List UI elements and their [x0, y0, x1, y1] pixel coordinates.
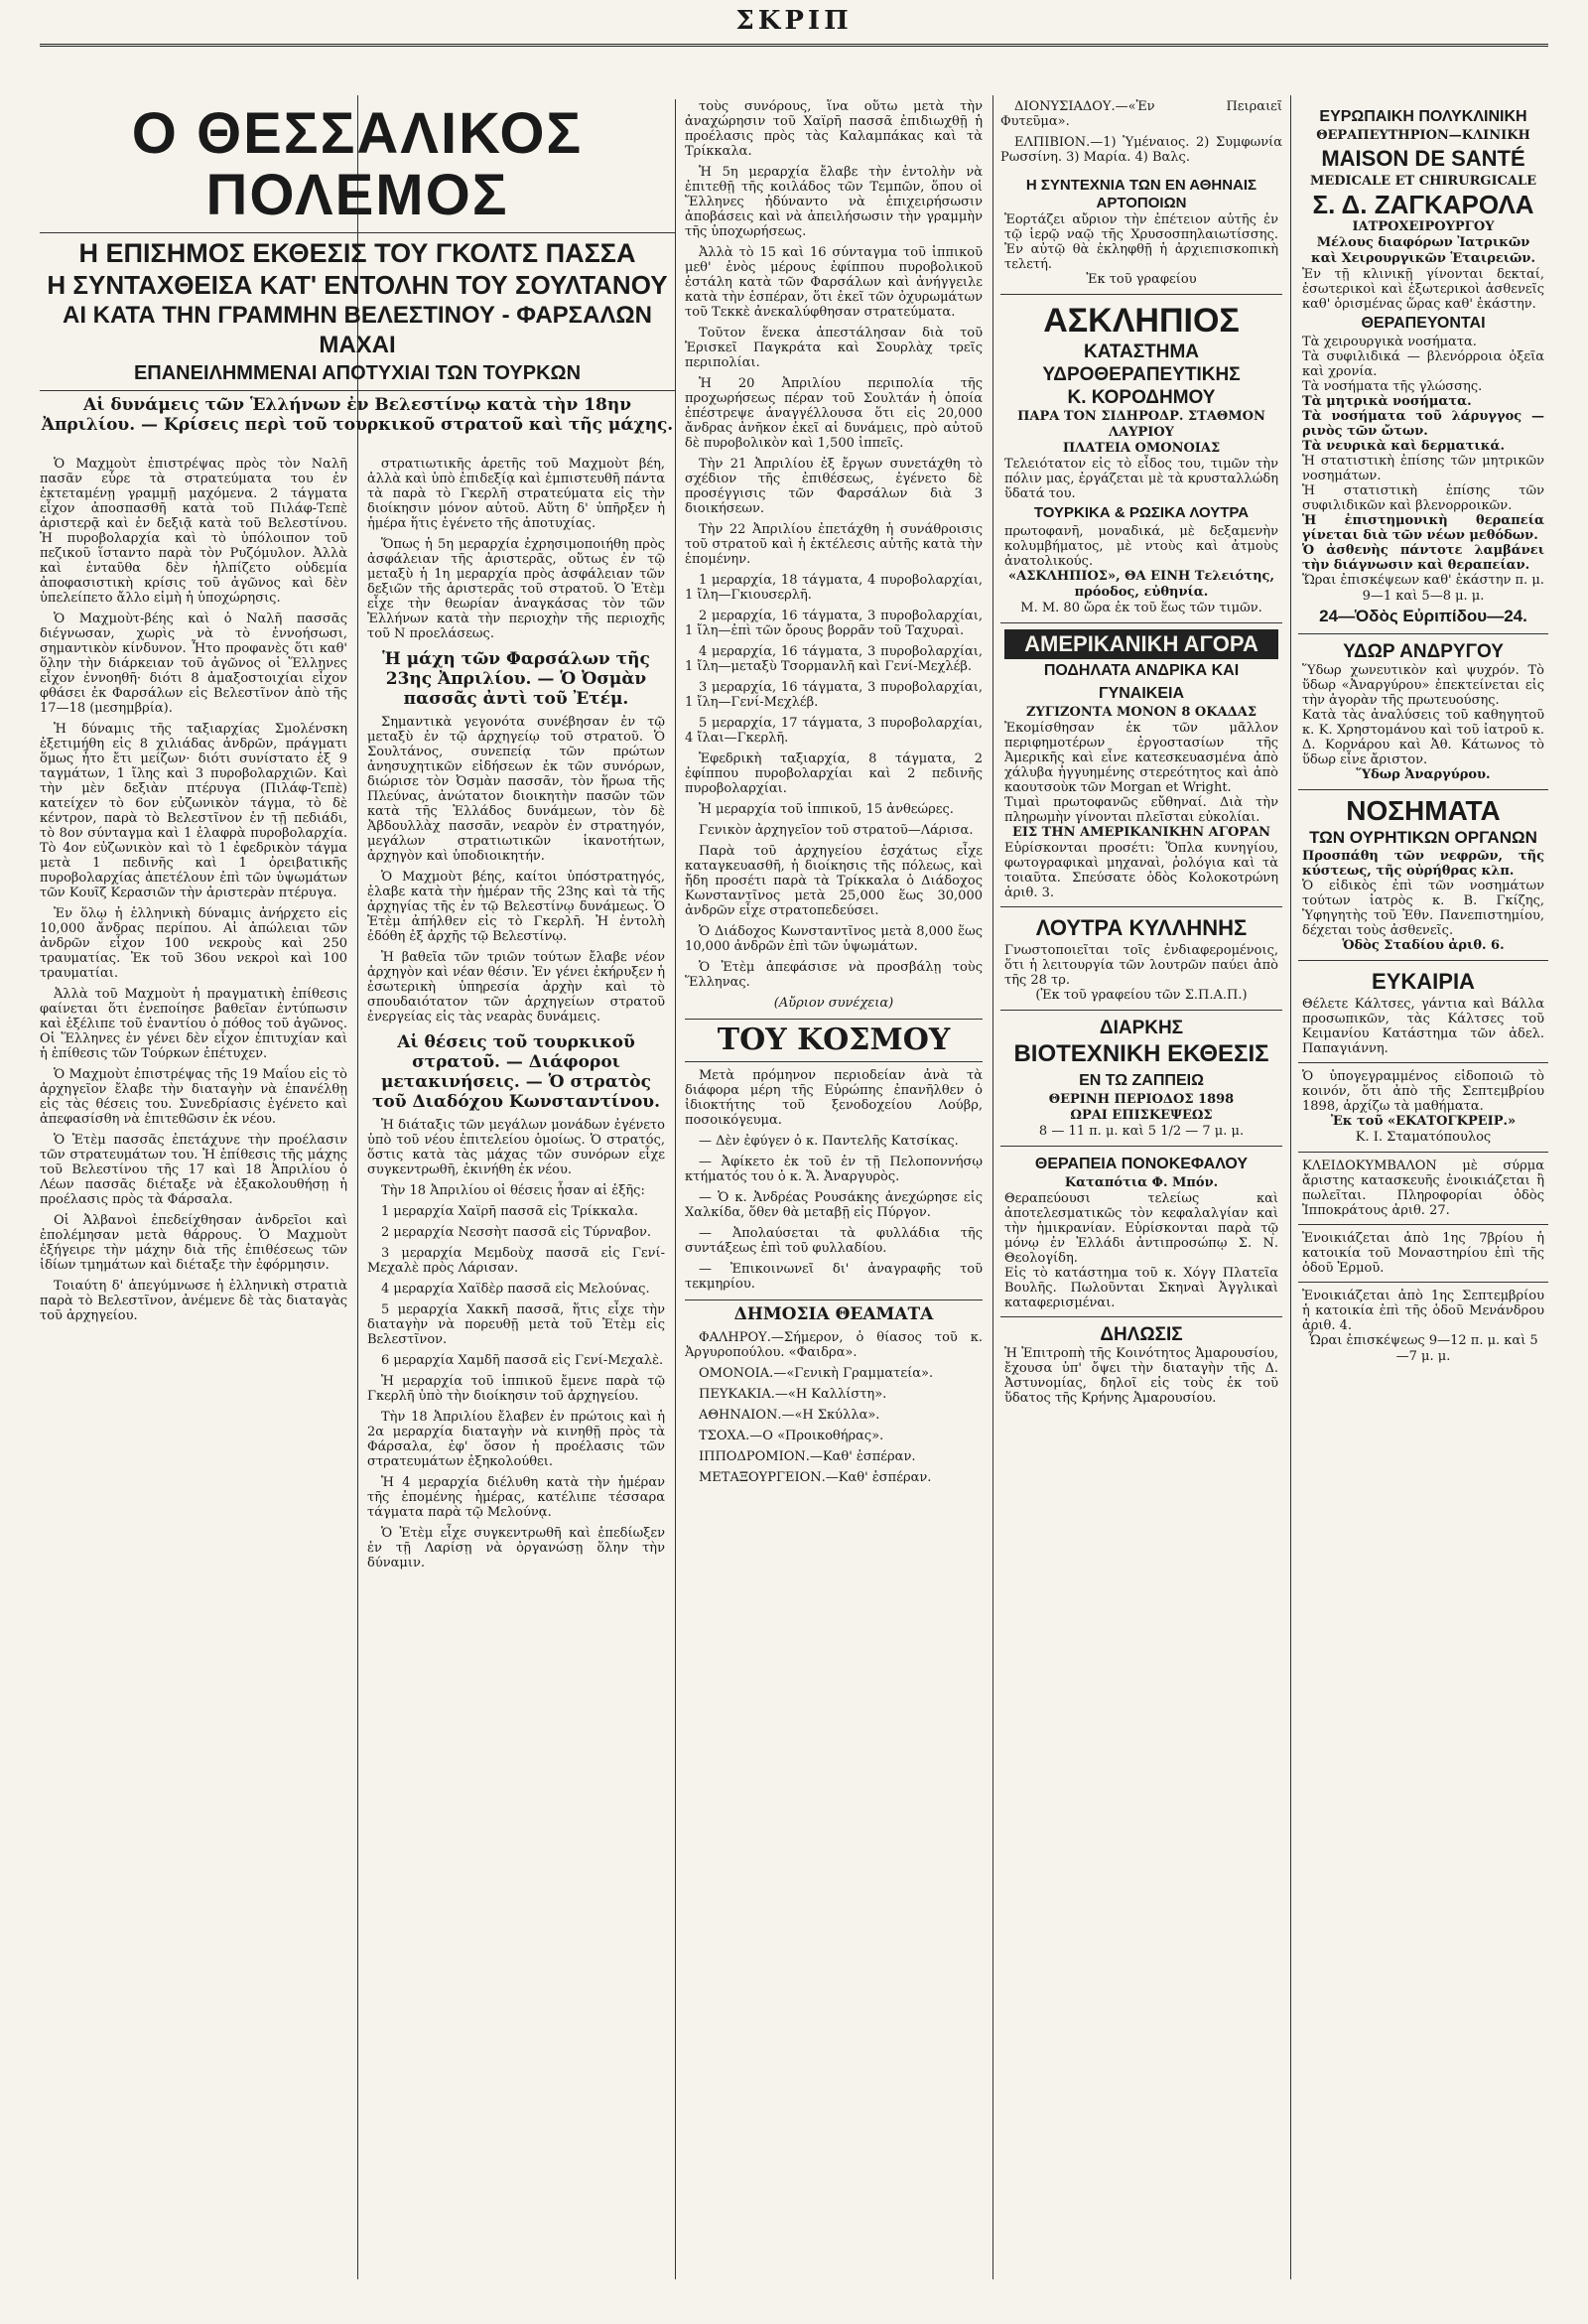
newspaper-name: ΣΚΡΙΠ [735, 6, 853, 36]
theatre-item: ΙΠΠΟΔΡΟΜΙΟΝ.—Καθ' ἑσπέραν. [699, 1449, 916, 1464]
ad-urology [1298, 790, 1548, 961]
article-paragraph: Ὁ Μαχμοὺτ ἐπιστρέψας πρὸς τὸν Ναλῆ πασᾶν εὗρε τὰ στρατεύματα του ἐν ἐκτεταμένῃ γραμμῇ μαχόμενα. 2 τάγματα εἶχον ἀποσπασθῆ κατὰ τοῦ Πιλάφ-Τεπὲ ἀριστερᾷ καὶ ἐν δεξιᾷ κατὰ τοῦ Βελεστίνου. Ἡ πυροβολαρχία καὶ τὸ ὑπόλοιπον τοῦ πεζικοῦ ἵσταντο παρὰ τὸν Ρυζόμυλον. Ἀλλὰ καὶ ἐνταῦθα δὲν ἠλπίζετο οὐδεμία ἀποφασιστικὴ κρίσις τοῦ ἀγῶνος καὶ δὲν ὑπελείπετο ἄλλο εἰμὴ ἡ ὑποχώρησις. [40, 457, 347, 606]
article-paragraph: Τὴν 18 Ἀπριλίου ἔλαβεν ἐν πρώτοις καὶ ἡ 2α μεραρχία διαταγὴν νὰ κινηθῇ πρὸς τὰ Φάρσαλα, ἐφ' ὅσον ἡ προέλασις τῶν στρατευμάτων ἐξηκολούθει. [367, 1410, 665, 1469]
section-heading-tou-kosmou: ΤΟΥ ΚΟΣΜΟΥ [685, 1019, 983, 1062]
ad-subtitle: ΖΥΓΙΖΟΝΤΑ ΜΟΝΟΝ 8 ΟΚΑΔΑΣ [1025, 705, 1257, 720]
list-item: 5 μεραρχία, 17 τάγματα, 3 πυροβολαρχίαι, 4 ἴλαι—Γκερλῆ. [685, 716, 983, 746]
ad-list-item: Τὰ χειρουργικὰ νοσήματα. [1302, 335, 1477, 349]
ad-rent-1 [1298, 1225, 1548, 1283]
ad-subtitle: Μέλους διαφόρων Ἰατρικῶν καὶ Χειρουργικῶν Ἑταιρειῶν. [1311, 235, 1535, 266]
list-item: 1 μεραρχία, 18 τάγματα, 4 πυροβολαρχίαι, 1 ἴλη—Γκιουσερλῆ. [685, 573, 983, 603]
article-paragraph: Ὁ Μαχμοὺτ-βέης καὶ ὁ Ναλῆ πασσᾶς διέγνωσαν, χωρὶς νὰ τὸ ἐννοήσωσι, σημαντικὸν κίνδυνον. Ἦτο προφανὲς ὅτι καθ' ὅλην τὴν διάρκειαν τοῦ ἀγῶνος οἱ Ἕλληνες εἶχον ἐννοηθῆ· διότι 8 ἀμαξοστοιχίαι εἶχον φθάσει ἐκ Φαρσάλων εἰς Βελεστῖνον ἀπὸ τῆς 17—18 (μεσημβρία). [40, 612, 347, 716]
article-paragraph: Οἱ Ἀλβανοὶ ἐπεδείχθησαν ἀνδρεῖοι καὶ ἐπολέμησαν μετὰ θάρρους. Ὁ Μαχμοὺτ ἐξήγειρε τὴν μάχην διὰ τῆς ἐπιθέσεως τῶν ἰδίων τμημάτων καὶ διέταξε τὴν ἐφόρμησιν. [40, 1213, 347, 1273]
article-paragraph: Ὁ Μαχμοὺτ βέης, καίτοι ὑπόστρατηγός, ἐλαβε κατὰ τὴν ἡμέραν τῆς 23ης καὶ τὰ τῆς ἀρχηγίας τῆς ἐν τῷ Βελεστίνῳ δυνάμεως. Ὁ Ἐτὲμ ἀπήλθεν εἰς τὸ Γκερλῆ. Ἡ ἐντολὴ ἐδόθη ἐξ ἀρχῆς τῷ Βελεστίνῳ. [367, 870, 665, 944]
ad-subtitle: ΤΟΥΡΚΙΚΑ & ΡΩΣΙΚΑ ΛΟΥΤΡΑ [1033, 504, 1250, 521]
ad-doctor: Σ. Δ. ΖΑΓΚΑΡΟΛΑ [1312, 190, 1534, 219]
continued-note: (Αὔριον συνέχεια) [773, 996, 894, 1011]
news-item: — Δὲν ἐφύγεν ὁ κ. Παντελῆς Κατσίκας. [699, 1134, 959, 1149]
ad-list-item: Ἡ στατιστικὴ ἐπίσης τῶν μητρικῶν νοσημάτων. [1302, 454, 1544, 483]
theatre-item: ΑΘΗΝΑΙΟΝ.—«Η Σκύλλα». [699, 1408, 880, 1423]
news-item: — Ἐπικοινωνεῖ δι' ἀναγραφῆς τοῦ τεκμηρίου. [685, 1262, 983, 1292]
ad-title: ΔΙΑΡΚΗΣ [1099, 1018, 1184, 1038]
ad-title: ΑΣΚΛΗΠΙΟΣ [1043, 302, 1240, 340]
ad-subtitle: ΩΡΑΙ ΕΠΙΣΚΕΨΕΩΣ [1070, 1108, 1213, 1123]
column-rule [992, 95, 993, 2279]
ad-title: ΘΕΡΑΠΕΙΑ ΠΟΝΟΚΕΦΑΛΟΥ [1034, 1156, 1249, 1172]
ad-hours: Ὧραι ἐπισκέψεως 9—12 π. μ. καὶ 5—7 μ. μ. [1308, 1333, 1538, 1364]
ad-list-item: Τὰ νοσήματα τῆς γλώσσης. [1302, 379, 1483, 394]
article-paragraph: Ἡ μεραρχία τοῦ ἱππικοῦ, 15 ἀνθεώρες. [699, 802, 954, 817]
ad-hours: Ὥραι ἐπισκέψεων καθ' ἑκάστην π. μ. 9—1 καὶ 5—8 μ. μ. [1302, 573, 1544, 604]
article-paragraph: Ὁ Διάδοχος Κωνσταντῖνος μετὰ 8,000 ἕως 10,000 ἀνδρῶν ἐπὶ τῶν ὑψωμάτων. [685, 924, 983, 954]
ad-address: ΠΛΑΤΕΙΑ ΟΜΟΝΟΙΑΣ [1062, 441, 1221, 456]
headline-line-3: Η ΣΥΝΤΑΧΘΕΙΣΑ ΚΑΤ' ΕΝΤΟΛΗΝ ΤΟΥ ΣΟΥΛΤΑΝΟΥ [47, 270, 668, 300]
article-paragraph: Ἀλλὰ τὸ 15 καὶ 16 σύνταγμα τοῦ ἱππικοῦ μεθ' ἑνὸς μέρους ἐφίππου πυροβολικοῦ ἐστάλη κατὰ τῶν Φαρσάλων καὶ ἀνήγγειλε κατὰ τὴν ἑσπέραν, ὅτι ἐκεῖ τῶν ὀχυρωμάτων τοῦ Τεκκὲ ἀνεκαλύφθησαν στρατεύματα. [685, 245, 983, 320]
ad-title: ΛΟΥΤΡΑ ΚΥΛΛΗΝΗΣ [1035, 915, 1248, 940]
ad-list-item: Ὁ ἀσθενὴς πάντοτε λαμβάνει τὴν διάγνωσιν καὶ θεραπείαν. [1302, 543, 1544, 573]
list-item: 3 μεραρχία, 16 τάγματα, 3 πυροβολαρχίαι, 1 ἴλη—Γενί-Μεχλέβ. [685, 680, 983, 710]
article-paragraph: Τοῦτον ἕνεκα ἀπεστάλησαν διὰ τοῦ Ἐρισκεῖ Παγκράτα καὶ Σουρλὰχ τρεῖς περιπολίαι. [685, 326, 983, 370]
ad-text: Ὁ εἰδικὸς ἐπὶ τῶν νοσημάτων τούτων ἰατρὸς κ. Β. Γκίζης, Ὑφηγητὴς τοῦ Ἐθν. Πανεπιστημίου, δέχεται τοὺς ἀσθενεῖς. [1302, 879, 1544, 938]
ad-subtitle: ΒΙΟΤΕΧΝΙΚΗ ΕΚΘΕΣΙΣ [1013, 1040, 1269, 1067]
ad-asklipios [1000, 295, 1282, 623]
article-paragraph: τοὺς συνόρους, ἵνα οὕτω μετὰ τὴν ἀναχώρησιν τοῦ Χαϊρῆ πασσᾶ ἐπιδιωχθῇ ἡ προέλασις πρὸς τὰς Καλαμπάκας καὶ τὰ Τρίκκαλα. [685, 99, 983, 159]
list-item: 6 μεραρχία Χαμδῆ πασσᾶ εἰς Γενί-Μεχαλὲ. [381, 1353, 664, 1368]
theatre-item: ΜΕΤΑΞΟΥΡΓΕΙΟΝ.—Καθ' ἑσπέραν. [699, 1470, 932, 1485]
ad-text: Εἰς τὸ κατάστημα τοῦ κ. Χόγγ Πλατεῖα Βουλῆς. Πωλοῦνται Σκηναὶ Ἀγγλικαὶ καταφερισμέναι. [1004, 1266, 1278, 1310]
theatre-item: ΦΑΛΗΡΟΥ.—Σήμερον, ὁ θίασος τοῦ κ. Ἀργυροπούλου. «Φαιδρα». [685, 1330, 983, 1360]
ad-water [1298, 634, 1548, 790]
article-paragraph: Γενικὸν ἀρχηγεῖον τοῦ στρατοῦ—Λάρισα. [699, 823, 974, 838]
ad-title: ΕΥΡΩΠΑΙΚΗ ΠΟΛΥΚΛΙΝΙΚΗ [1319, 108, 1527, 125]
article-paragraph: Ὁ Ἐτὲμ πασσᾶς ἐπετάχυνε τὴν προέλασιν τῶν στρατευμάτων του. Ἡ ἐπίθεσις τῆς μάχης τοῦ Βελεστίνου τῆς 17 καὶ 18 Ἀπριλίου ὁ Λέων πασσᾶς διέταξε νὰ ἐξακολουθήσῃ ἡ προέλασις πρὸς τὰ Φάρσαλα. [40, 1133, 347, 1207]
article-paragraph: Ὁ Μαχμοὺτ ἐπιστρέψας τῆς 19 Μαΐου εἰς τὸ ἀρχηγεῖον ἔλαβε τὴν διαταγὴν νὰ ἐπανέλθῃ εἰς τὰς θέσεις του. Συνεδρίασις ἐγένετο καὶ ἀπεφασίσθη νὰ ἐπιτεθῶσιν ἐκ νέου. [40, 1067, 347, 1127]
ad-subtitle: ΚΑΤΑΣΤΗΜΑ ΥΔΡΟΘΕΡΑΠΕΥΤΙΚΗΣ [1042, 342, 1241, 385]
ad-text: Θέλετε Κάλτσες, γάντια καὶ Βάλλα προσωπικῶν, τὰς Κάλτσες τοῦ Κειμανίου Κατάστημα τῶν ἀδελ. Παπαγιάννη. [1302, 997, 1544, 1056]
article-paragraph: Ἡ 5η μεραρχία ἔλαβε τὴν ἐντολὴν νὰ ἐπιτεθῇ τῆς κοιλάδος τῶν Τεμπῶν, ὅπου οἱ Ἕλληνες ἠδύναντο νὰ ἐπιχειρήσωσιν ἀποβάσεις καὶ νὰ ἀπειλήσωσιν τὴν γραμμὴν τῆς ὑποχωρήσεως. [685, 165, 983, 239]
ad-rent-2 [1298, 1283, 1548, 1371]
ad-title: Η ΣΥΝΤΕΧΝΙΑ ΤΩΝ ΕΝ ΑΘΗΝΑΙΣ ΑΡΤΟΠΟΙΩΝ [1025, 177, 1257, 211]
article-paragraph: Ἐφεδρικὴ ταξιαρχία, 8 τάγματα, 2 ἐφίππου πυροβολαρχίαι καὶ 2 πεδινῆς πυροβολαρχίαι. [685, 752, 983, 796]
ad-subtitle: MEDICALE ET CHIRURGICALE [1309, 174, 1537, 189]
article-paragraph: Ἡ μεραρχία τοῦ ἱππικοῦ ἔμενε παρὰ τῷ Γκερλῆ ὑπὸ τὴν διοίκησιν τοῦ ἀρχηγείου. [367, 1374, 665, 1404]
ad-exhibition [1000, 1011, 1282, 1147]
ad-hours: Μ. Μ. 80 ὥρα ἐκ τοῦ ἕως τῶν τιμῶν. [1020, 601, 1262, 615]
list-item: 4 μεραρχία, 16 τάγματα, 3 πυροβολαρχίαι, 1 ἴλη—μεταξὺ Τσορμανλῆ καὶ Γενί-Μεχλέβ. [685, 644, 983, 674]
theatre-item: ΕΛΠΙΒΙΟΝ.—1) Ὑμέναιος. 2) Συμφωνία Ρωσσίνη. 3) Μαρία. 4) Βαλς. [1000, 135, 1282, 165]
list-item: 5 μεραρχία Χακκῆ πασσᾶ, ἥτις εἶχε τὴν διαταγὴν νὰ πορευθῇ μετὰ τοῦ Ἐτὲμ εἰς Βελεστῖνον. [367, 1302, 665, 1347]
column-rule [1290, 95, 1291, 2279]
section-heading: Ἡ μάχη τῶν Φαρσάλων τῆς 23ης Ἀπριλίου. — Ὁ Ὀσμὰν πασσᾶς ἀντὶ τοῦ Ἐτέμ. [382, 649, 650, 709]
article-paragraph: Ἡ βαθεῖα τῶν τριῶν τούτων ἔλαβε νέον ἀρχηγὸν καὶ νέαν θέσιν. Ἐν γένει ἐκήρυξεν ἡ ἐσωτερικὴ ὑπηρεσία ἀρχὴν καὶ τὸ σπουδαιότατον τῶν ἀρχηγείων στρατοῦ ἐνεργείας εἰς τὰς νεαρὰς δυνάμεις. [367, 950, 665, 1025]
article-column-1 [40, 457, 347, 2283]
article-column-2 [367, 457, 665, 2283]
news-item: — Ἀφίκετο ἐκ τοῦ ἐν τῇ Πελοποννήσῳ κτήματός του ὁ κ. Ἄ. Ἀναργυρὸς. [685, 1155, 983, 1184]
ad-text: Τελειότατον εἰς τὸ εἶδος του, τιμῶν τὴν πόλιν μας, ἐργάζεται μὲ τὰ κρυσταλλώδη ὕδατά του. [1004, 457, 1278, 501]
ad-text: ΚΛΕΙΔΟΚΥΜΒΑΛΟΝ μὲ σύρμα ἄριστης κατασκευῆς ἐνοικιάζεται ἢ πωλεῖται. Πληροφορίαι ὁδὸς Ἱπποκράτους ἀριθ. 27. [1302, 1159, 1544, 1218]
ad-text: Ἑορτάζει αὔριον τὴν ἐπέτειον αὐτῆς ἐν τῷ ἱερῷ ναῷ τῆς Χρυσοσπηλαιωτίσσης. Ἐν αὐτῷ θὰ ἐκληφθῇ ἡ ἀρχιεπισκοπικὴ τελετή. [1004, 212, 1278, 272]
ad-subtitle: Καταπότια Φ. Μπόν. [1064, 1175, 1219, 1190]
ad-text: πρωτοφανῆ, μοναδικά, μὲ δεξαμενὴν κολυμβήματος, μὲ ντοὺς καὶ ἀτμοὺς ἀνατολικούς. [1004, 524, 1278, 569]
ad-bakers-guild [1000, 171, 1282, 295]
ad-list-item: Τὰ νοσήματα τοῦ λάρυγγος — ρινὸς τῶν ὤτων. [1302, 409, 1544, 439]
ad-signature: Κ. Ι. Σταματόπουλος [1355, 1130, 1492, 1145]
list-item: 2 μεραρχία Νεσσὴτ πασσᾶ εἰς Τύρναβον. [381, 1225, 652, 1240]
ad-title: ΕΥΚΑΙΡΙΑ [1372, 969, 1475, 994]
ad-polyclinic [1298, 99, 1548, 634]
headline-line-4: ΑΙ ΚΑΤΑ ΤΗΝ ΓΡΑΜΜΗΝ ΒΕΛΕΣΤΙΝΟΥ - ΦΑΡΣΑΛΩΝ ΜΑΧΑΙ [63, 302, 652, 358]
ad-subtitle: ΤΩΝ ΟΥΡΗΤΙΚΩΝ ΟΡΓΑΝΩΝ [1309, 828, 1537, 847]
ad-name: Κ. ΚΟΡΟΔΗΜΟΥ [1067, 387, 1216, 408]
ad-signature: Ὕδωρ Ἀναργύρου. [1356, 767, 1491, 782]
ad-text: Θεραπεύουσι τελείως καὶ ἀποτελεσματικῶς τὸν κεφαλαλγίαν καὶ τὴν ἡμικρανίαν. Εὑρίσκονται παρὰ τῷ μόνῳ ἐν Ἑλλάδι ἀντιπροσώπῳ Σ. Ν. Θεολογίδη. [1004, 1191, 1278, 1266]
masthead [40, 0, 1548, 47]
theatre-item: ΟΜΟΝΟΙΑ.—«Γενικὴ Γραμματεία». [699, 1366, 934, 1381]
ad-notice [1298, 1063, 1548, 1153]
column-rule [675, 99, 676, 2279]
ad-harpsichord [1298, 1153, 1548, 1225]
ad-opportunity [1298, 961, 1548, 1063]
article-paragraph: Ἡ διάταξις τῶν μεγάλων μονάδων ἐγένετο ὑπὸ τοῦ νέου ἐπιτελείου ὁμοίως. Ὁ στρατός, ὅστις κατὰ τὰς μάχας τῶν συνόρων εἶχε συγκεντρωθῆ, ἐκινήθη ἐκ νέου. [367, 1118, 665, 1177]
article-paragraph: Ἡ 4 μεραρχία διέλυθη κατὰ τὴν ἡμέραν τῆς ἐπομένης ἡμέρας, κατέλιπε τέσσαρα τάγματα παρὰ τῷ Μελούνᾳ. [367, 1475, 665, 1520]
ad-list-item: Τὰ νευρικὰ καὶ δερματικά. [1302, 439, 1505, 454]
theatre-item: ΤΣΟΧΑ.—Ο «Προικοθήρας». [699, 1429, 884, 1443]
ad-text: Γνωστοποιεῖται τοῖς ἐνδιαφερομένοις, ὅτι ἡ λειτουργία τῶν λουτρῶν παύει ἀπὸ τῆς 28 τρ. [1004, 943, 1278, 988]
ad-text: Ἐνοικιάζεται ἀπὸ 1ης Σεπτεμβρίου ἡ κατοικία ἐπὶ τῆς ὁδοῦ Μενάνδρου ἀριθ. 4. [1302, 1289, 1544, 1333]
list-item: 2 μεραρχία, 16 τάγματα, 3 πυροβολαρχίαι, 1 ἴλη—ἐπὶ τῶν ὄρους βορρᾶν τοῦ Ταχυραὶ. [685, 609, 983, 638]
ad-text: Ἐν τῇ κλινικῇ γίνονται δεκταί, ἐσωτερικοὶ καὶ ἐξωτερικοὶ ἀσθενεῖς καθ' ὁρισμένας ὥρας καθ' ἑκάστην. [1302, 267, 1544, 312]
article-paragraph: Τὴν 22 Ἀπριλίου ἐπετάχθη ἡ συνάθροισις τοῦ στρατοῦ καὶ ἡ ἐκτέλεσις αὐτῆς κατὰ τὴν ἑπομένην. [685, 522, 983, 567]
list-item: 1 μεραρχία Χαϊρῆ πασσᾶ εἰς Τρίκκαλα. [381, 1204, 639, 1219]
headline-line-5: ΕΠΑΝΕΙΛΗΜΜΕΝΑΙ ΑΠΟΤΥΧΙΑΙ ΤΩΝ ΤΟΥΡΚΩΝ [40, 360, 675, 391]
article-paragraph: Σημαντικὰ γεγονότα συνέβησαν ἐν τῷ μεταξὺ ἐν τῷ ἀρχηγείῳ τοῦ στρατοῦ. Ὁ Σουλτάνος, συνεπείᾳ τῶν πρώτων ἀνησυχητικῶν εἰδήσεων ἐκ τῶν συνόρων, διώρισε τὸν Ὀσμὰν πασσᾶν, τὸν ἥρωα τῆς Πλεύνας, ἀνώτατον διοικητὴν πασῶν τῶν κατὰ τῆς Ἑλλάδος δυνάμεων, τὸν δὲ Ἀβδουλλὰχ πασσᾶν, νεαρὸν ἐν στρατηγόν, μεγάλων στρατιωτικῶν ἱκανοτήτων, ἀρχηγὸν καὶ ὑποδιοικητήν. [367, 715, 665, 864]
ads-column-5 [1298, 99, 1548, 2283]
news-item: — Ὁ κ. Ἀνδρέας Ρουσάκης ἀνεχώρησε εἰς Χαλκίδα, ὅθεν θὰ μεταβῇ εἰς Πύργον. [685, 1190, 983, 1220]
ad-signature: Ἐκ τοῦ γραφείου [1086, 272, 1197, 287]
ad-address: Ὁδὸς Σταδίου ἀριθ. 6. [1342, 938, 1505, 953]
ad-title: ΥΔΩΡ ΑΝΔΡΥΓΟΥ [1343, 641, 1504, 662]
ad-subtitle: ΠΟΔΗΛΑΤΑ ΑΝΔΡΙΚΑ ΚΑΙ ΓΥΝΑΙΚΕΙΑ [1043, 662, 1240, 702]
section-heading-theatres: ΔΗΜΟΣΙΑ ΘΕΑΜΑΤΑ [685, 1299, 983, 1324]
ad-address: ΠΑΡΑ ΤΟΝ ΣΙΔΗΡΟΔΡ. ΣΤΑΘΜΟΝ ΛΑΥΡΙΟΥ [1017, 409, 1265, 440]
ad-text: Ἐκ τοῦ «ΕΚΑΤΟΓΚΡΕΙΡ.» [1330, 1114, 1517, 1129]
article-paragraph: Παρὰ τοῦ ἀρχηγείου ἐσχάτως εἶχε καταγκευασθῆ, ἡ διοίκησις τῆς πόλεως, καὶ ἤδη προσέτι παρὰ τὰ Τρίκκαλα ὁ Διάδοχος Κωνσταντῖνος μετὰ 25,000 ἕως 30,000 ἀνδρῶν εἶχε στρατοπεδεύσει. [685, 844, 983, 918]
headline-lede: Αἱ δυνάμεις τῶν Ἑλλήνων ἐν Βελεστίνῳ κατὰ τὴν 18ην Ἀπριλίου. — Κρίσεις περὶ τοῦ τουρκικοῦ στρατοῦ καὶ τῆς μάχης. [41, 395, 674, 435]
ad-shop: ΕΙΣ ΤΗΝ ΑΜΕΡΙΚΑΝΙΚΗΝ ΑΓΟΡΑΝ [1011, 825, 1271, 840]
news-item: — Ἀπολαύσεται τὰ φυλλάδια τῆς συντάξεως ἐπὶ τοῦ φυλλαδίου. [685, 1226, 983, 1256]
ad-kyllini-baths [1000, 907, 1282, 1011]
ad-text: Ἐκομίσθησαν ἐκ τῶν μᾶλλον περιφημοτέρων ἐργοστασίων τῆς Ἀμερικῆς καὶ εἶνε κατεσκευασμένα ἀπὸ χάλυβα ἠγγυημένης στερεότητος καὶ ἀπὸ καουτσοὺκ τῶν Morgan et Wright. [1004, 721, 1278, 795]
section-heading: Αἱ θέσεις τοῦ τουρκικοῦ στρατοῦ. — Διάφοροι μετακινήσεις. — Ὁ στρατὸς τοῦ Διαδόχου Κωνσταντίνου. [371, 1032, 661, 1112]
ad-title: ΝΟΣΗΜΑΤΑ [1346, 795, 1501, 826]
ad-text: Τιμαὶ πρωτοφανῶς εὔθηναί. Διὰ τὴν πληρωμὴν γίνονται πλεῖσται εὐκολίαι. [1004, 795, 1278, 825]
article-paragraph: Ἡ 20 Ἀπριλίου περιπολία τῆς προχωρήσεως πέραν τοῦ Σουλτάν ἡ ὁποία ἐπέστρεψε ἀναγγέλλουσα ὅτι εἰς 20,000 ἄνδρας ἀνῆκον ἐκεῖ αἱ δυνάμεις, πρὸ αὐτοῦ δὲ πυροβολικὸν καὶ 1,500 ἱππεῖς. [685, 376, 983, 451]
main-headline: Ο ΘΕΣΣΑΛΙΚΟΣ ΠΟΛΕΜΟΣ [131, 101, 584, 227]
ad-heading: ΘΕΡΑΠΕΥΟΝΤΑΙ [1361, 315, 1486, 332]
main-headline-block [40, 99, 675, 435]
ad-list-item: Ἡ ἐπιστημονικὴ θεραπεία γίνεται διὰ τῶν νέων μεθόδων. [1302, 513, 1544, 543]
ad-title: ΔΗΛΩΣΙΣ [1100, 1324, 1183, 1345]
article-paragraph: Ἀλλὰ τοῦ Μαχμοὺτ ἡ πραγματικὴ ἐπίθεσις φαίνεται ὅτι ἐνεποίησε βαθεῖαν ἐντύπωσιν καὶ ἐξέλιπε τοῦ ἐναντίου ὁ πόθος τοῦ ἀγῶνος. Οἱ Ἕλληνες ἐν γένει δὲν εἶχον ἐπιτυχίαν καὶ ἡ ἐπίθεσις τῶν Τούρκων ἐπέτυχεν. [40, 987, 347, 1061]
list-item: 3 μεραρχία Μεμδοὺχ πασσᾶ εἰς Γενί-Μεχαλὲ πρὸς Λάρισαν. [367, 1246, 665, 1276]
headline-line-2: Η ΕΠΙΣΗΜΟΣ ΕΚΘΕΣΙΣ ΤΟΥ ΓΚΟΛΤΣ ΠΑΣΣΑ [40, 232, 675, 269]
ad-address: 24—Ὁδὸς Εὐριπίδου—24. [1319, 607, 1527, 625]
ad-declaration [1000, 1317, 1282, 1412]
ad-role: ΙΑΤΡΟΧΕΙΡΟΥΡΓΟΥ [1352, 219, 1495, 234]
ad-subtitle: ΕΝ ΤΩ ΖΑΠΠΕΙΩ [1079, 1072, 1204, 1089]
theatre-item: ΠΕΥΚΑΚΙΑ.—«Η Καλλίστη». [699, 1387, 887, 1402]
ads-column-4 [1000, 99, 1282, 2283]
ad-list-item: Τὰ μητρικὰ νοσήματα. [1302, 394, 1472, 409]
ad-american-market [1000, 623, 1282, 907]
ad-subtitle: ΘΕΡΙΝΗ ΠΕΡΙΟΔΟΣ 1898 [1048, 1092, 1235, 1107]
ad-text: Εὑρίσκονται προσέτι: Ὅπλα κυνηγίου, φωτογραφικαὶ μηχαναὶ, ῥολόγια καὶ τὰ τοιαῦτα. Σπεύσατε ὁδὸς Κολοκοτρώνη ἀριθ. 3. [1004, 841, 1278, 900]
article-paragraph: Τὴν 21 Ἀπριλίου ἐξ ἔργων συνετάχθη τὸ σχέδιον τῆς ἐπιθέσεως, ἐγένετο δὲ προσέγγισις τῶν Φαρσάλων διὰ 3 διοικήσεων. [685, 457, 983, 516]
ad-title: ΑΜΕΡΙΚΑΝΙΚΗ ΑΓΟΡΑ [1004, 629, 1278, 659]
ad-text: Ὕδωρ χωνευτικὸν καὶ ψυχρόν. Τὸ ὕδωρ «Ἀναργύρου» ἐπεκτείνεται εἰς τὴν ἀγορὰν τῆς πρωτευούσης. [1302, 663, 1544, 708]
article-paragraph: Ὅπως ἡ 5η μεραρχία ἐχρησιμοποιήθη πρὸς ἀσφάλειαν τῆς ἀριστερᾶς, οὕτως ἐν τῷ μεταξὺ ἡ 1η μεραρχία πρὸς ἀσφάλειαν τῶν δεξιῶν τῆς ἀριστερᾶς τοῦ στρατοῦ. Ὁ Ἐτὲμ εἶχε τὴν θεωρίαν ἀναγκάσας τὸν τῶν Ἑλλήνων κατὰ τὴν περιοχὴν τῆς περιοχῆς τοῦ Ν προελάσεως. [367, 537, 665, 641]
article-paragraph: στρατιωτικῆς ἀρετῆς τοῦ Μαχμοὺτ βέη, ἀλλὰ καὶ ὑπὸ ἐπιδεξίᾳ καὶ ἐμπιστευθῆ πάντα τὰ παρὰ τὸ Γκερλῆ στρατεύματα εἰς τὴν διοίκησιν μόνον αὐτοῦ. Αὕτη δ' ὑπῆρξεν ἡ ἡμέρα ἥτις ἐγένετο τῆς ἀποτυχίας. [367, 457, 665, 531]
ad-signature: (Ἐκ τοῦ γραφείου τῶν Σ.Π.Α.Π.) [1035, 988, 1248, 1003]
ad-headache-cure [1000, 1147, 1282, 1317]
news-item: Μετὰ πρόμηνον περιοδείαν ἀνὰ τὰ διάφορα μέρη τῆς Εὐρώπης ἐπανῆλθεν ὁ ἰδιοκτήτης τοῦ ξενοδοχείου Λούβρ, ποσοικόγευμα. [685, 1068, 983, 1128]
article-paragraph: Ἡ δύναμις τῆς ταξιαρχίας Σμολένσκη ἐξετιμήθη εἰς 8 χιλιάδας ἀνδρῶν, πράγματι ὅμως ἦτο ἔτι μείζων· διότι συνίστατο ἐξ 9 ταγμάτων, 1 ἴλης καὶ 3 πυροβολαρχιῶν. Καὶ τὴν μὲν δεξιὰν πτέρυγα (Πιλάφ-Τεπὲ) κατείχεν τὸ 6ον εὐζωνικὸν τάγμα, τὸ δὲ κέντρον, παρὰ τὸ Βελεστῖνον ἐν τῇ πεδιάδι, τὸ 8ον σύνταγμα καὶ 1 ἐλαφρὰ πυροβολαρχία. Τὸ 4ον εὐζωνικὸν καὶ τὸ 1 ἐφεδρικὸν τάγμα μετὰ 1 πεδινῆς καὶ 1 ὀρειβατικῆς πυροβολαρχίας ἀπετέλουν ἐπὶ τῶν ὑψωμάτων τῶν Κουῖζ Κερασιῶν τὴν ἀριστερὰν πτέρυγα. [40, 722, 347, 900]
article-column-3 [685, 99, 983, 2283]
ad-subtitle: ΘΕΡΑΠΕΥΤΗΡΙΟΝ—ΚΛΙΝΙΚΗ [1316, 128, 1530, 143]
ad-text: Ἡ Ἐπιτροπὴ τῆς Κοινότητος Ἀμαρουσίου, ἔχουσα ὑπ' ὄψει τὴν διαταγὴν τῆς Δ. Ἀστυνομίας, δηλοῖ εἰς τοὺς ἐκ τοῦ ὕδατος τῆς Κρήνης Ἀμαρουσίου. [1004, 1346, 1278, 1406]
article-paragraph: Τοιαύτη δ' ἀπεγύμνωσε ἡ ἑλληνικὴ στρατιὰ παρὰ τὸ Βελεστῖνον, ἀνέμενε δὲ τὰς διαταγὰς τοῦ ἀρχηγείου. [40, 1279, 347, 1323]
ad-list-item: Ἡ στατιστικὴ ἐπίσης τῶν συφιλιδικῶν καὶ βλενορροικῶν. [1302, 483, 1544, 513]
article-paragraph: Τὴν 18 Ἀπριλίου οἱ θέσεις ἦσαν αἱ ἑξῆς: [381, 1183, 645, 1198]
ad-list-item: Τὰ συφιλιδικά — βλενόρροια ὀξεῖα καὶ χρονία. [1302, 349, 1544, 379]
ad-hours: 8 — 11 π. μ. καὶ 5 1/2 — 7 μ. μ. [1038, 1124, 1245, 1139]
ad-text: Ἐνοικιάζεται ἀπὸ 1ης 7βρίου ἡ κατοικία τοῦ Μοναστηρίου ἐπὶ τῆς ὁδοῦ Ἑρμοῦ. [1302, 1231, 1544, 1276]
theatre-item: ΔΙΟΝΥΣΙΑΔΟΥ.—«Ἐν Πειραιεῖ Φυτεῦμα». [1000, 99, 1282, 129]
article-paragraph: Ὁ Ἐτὲμ εἶχε συγκεντρωθῆ καὶ ἐπεδίωξεν ἐν τῇ Λαρίσῃ νὰ ὀργανώσῃ ὅλην τὴν δύναμιν. [367, 1526, 665, 1571]
ad-text: Προσπάθη τῶν νεφρῶν, τῆς κύστεως, τῆς οὐρήθρας κλπ. [1302, 849, 1544, 879]
ad-slogan: «ΑΣΚΛΗΠΙΟΣ», ΘΑ ΕΙΝΗ Τελειότης, πρόοδος, εὐθηνία. [1008, 569, 1274, 600]
ad-text: Κατὰ τὰς ἀναλύσεις τοῦ καθηγητοῦ κ. Κ. Χρηστομάνου καὶ τοῦ ἰατροῦ κ. Δ. Κορνάρου καὶ Ἀθ. Κάτωνος τὸ ὕδωρ εἶνε ἄριστον. [1302, 708, 1544, 767]
article-paragraph: Ἐν ὅλῳ ἡ ἑλληνικὴ δύναμις ἀνήρχετο εἰς 10,000 ἄνδρας περίπου. Αἱ ἀπώλειαι τῶν ἀνδρῶν εἶχον 100 νεκροὺς καὶ 250 τραυματίας. Ἐκ τοῦ 36ου νεκροὶ καὶ 100 τραυματίαι. [40, 906, 347, 981]
list-item: 4 μεραρχία Χαϊδὲρ πασσᾶ εἰς Μελούνας. [381, 1282, 650, 1297]
ad-name: MAISON DE SANTÉ [1321, 146, 1525, 171]
ad-text: Ὁ ὑπογεγραμμένος εἰδοποιῶ τὸ κοινόν, ὅτι ἀπὸ τῆς Σεπτεμβρίου 1898, ἀρχίζω τὰ μαθήματα. [1302, 1069, 1544, 1114]
article-paragraph: Ὁ Ἐτὲμ ἀπεφάσισε νὰ προσβάλῃ τοὺς Ἕλληνας. [685, 960, 983, 990]
